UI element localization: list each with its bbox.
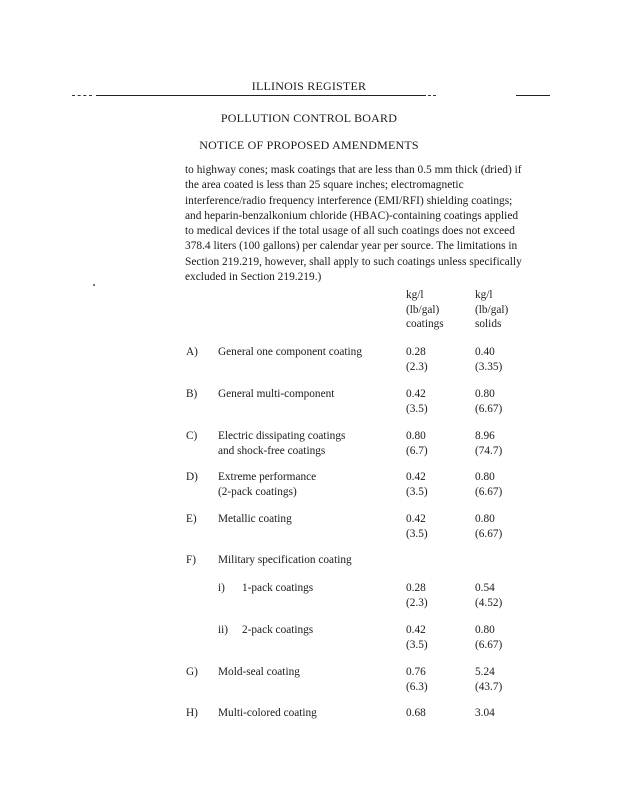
row-label: Multi-colored coating [218,707,317,719]
body-line: 378.4 liters (100 gallons) per calendar year per source. The limitations in [185,240,518,253]
column-header-coatings [406,288,444,332]
row-label: Mold-seal coating [218,666,300,678]
solids-value-lb: (6.67) [475,486,503,498]
row-label: Military specification coating [218,554,352,566]
row-label-cont: (2-pack coatings) [218,486,297,498]
solids-value-lb: (6.67) [475,403,503,415]
coatings-value: 0.28 [406,582,426,594]
body-line: to highway cones; mask coatings that are less than 0.5 mm thick (dried) if [185,164,522,176]
body-line: the area coated is less than 25 square inches; electromagnetic [185,179,464,192]
solids-value: 3.04 [475,707,495,719]
coatings-value: 0.42 [406,388,426,400]
row-label: Electric dissipating coatings [218,430,346,442]
col2-unit-alt: (lb/gal) [475,303,509,316]
row-letter: B) [186,388,198,400]
sub-row-letter: ii) [218,624,229,636]
row-letter: D) [186,471,198,483]
row-letter: F) [186,554,197,566]
body-paragraph [185,163,555,285]
coatings-value: 0.28 [406,346,426,358]
solids-value: 0.80 [475,513,495,525]
coatings-value-lb: (6.3) [406,681,428,693]
solids-value: 0.54 [475,582,495,594]
solids-value: 0.40 [475,346,495,358]
coatings-value-lb: (3.5) [406,403,428,415]
body-line: to medical devices if the total usage of all such coatings does not exceed [185,225,515,238]
solids-value: 0.80 [475,624,495,636]
sub-row-letter: i) [218,582,225,594]
coatings-value: 0.42 [406,471,426,483]
header-rule-mid-fragment [428,95,436,96]
row-letter: E) [186,513,197,525]
col2-basis: solids [475,318,502,330]
coatings-value-lb: (2.3) [406,597,428,609]
row-letter: C) [186,430,198,442]
solids-value: 0.80 [475,471,495,483]
solids-value-lb: (6.67) [475,639,503,651]
coatings-value: 0.80 [406,430,426,442]
row-letter: H) [186,707,198,719]
solids-value-lb: (4.52) [475,597,503,609]
col1-unit: kg/l [406,289,424,301]
row-label: General one component coating [218,346,362,358]
body-line: Section 219.219, however, shall apply to such coatings unless specifically [185,255,522,268]
solids-value: 0.80 [475,388,495,400]
coatings-value: 0.42 [406,513,426,525]
coatings-value-lb: (3.5) [406,486,428,498]
body-line: and heparin-benzalkonium chloride (HBAC)-containing coatings applied [185,209,519,222]
notice-title: NOTICE OF PROPOSED AMENDMENTS [199,138,419,152]
scan-speck [93,284,95,286]
col2-unit: kg/l [475,289,493,301]
coatings-value-lb: (3.5) [406,639,428,651]
row-letter: A) [186,346,198,358]
solids-value-lb: (43.7) [475,681,503,693]
sub-row-label: 2-pack coatings [242,624,314,636]
solids-value-lb: (74.7) [475,445,503,457]
solids-value: 5.24 [475,666,495,678]
coatings-value-lb: (2.3) [406,361,428,373]
coatings-value-lb: (6.7) [406,445,428,457]
column-header-solids [475,288,508,332]
header-rule-left-fragment [72,95,92,96]
col1-basis: coatings [406,318,444,330]
row-label-cont: and shock-free coatings [218,445,326,457]
register-title: ILLINOIS REGISTER [251,79,367,93]
row-label: General multi-component [218,388,335,400]
body-line: excluded in Section 219.219.) [185,271,322,284]
solids-value-lb: (3.35) [475,361,503,373]
coatings-value: 0.68 [406,707,426,719]
header-rule [96,95,426,96]
row-label: Metallic coating [218,513,292,525]
body-line: interference/radio frequency interference (EMI/RFI) shielding coatings; [185,194,513,207]
board-title: POLLUTION CONTROL BOARD [220,111,398,125]
solids-value: 8.96 [475,430,495,442]
coatings-value: 0.76 [406,666,426,678]
header-rule-right [516,95,550,96]
row-letter: G) [186,666,198,678]
coatings-value-lb: (3.5) [406,528,428,540]
col1-unit-alt: (lb/gal) [406,303,440,316]
solids-value-lb: (6.67) [475,528,503,540]
sub-row-label: 1-pack coatings [242,582,314,594]
coatings-value: 0.42 [406,624,426,636]
row-label: Extreme performance [218,471,317,483]
